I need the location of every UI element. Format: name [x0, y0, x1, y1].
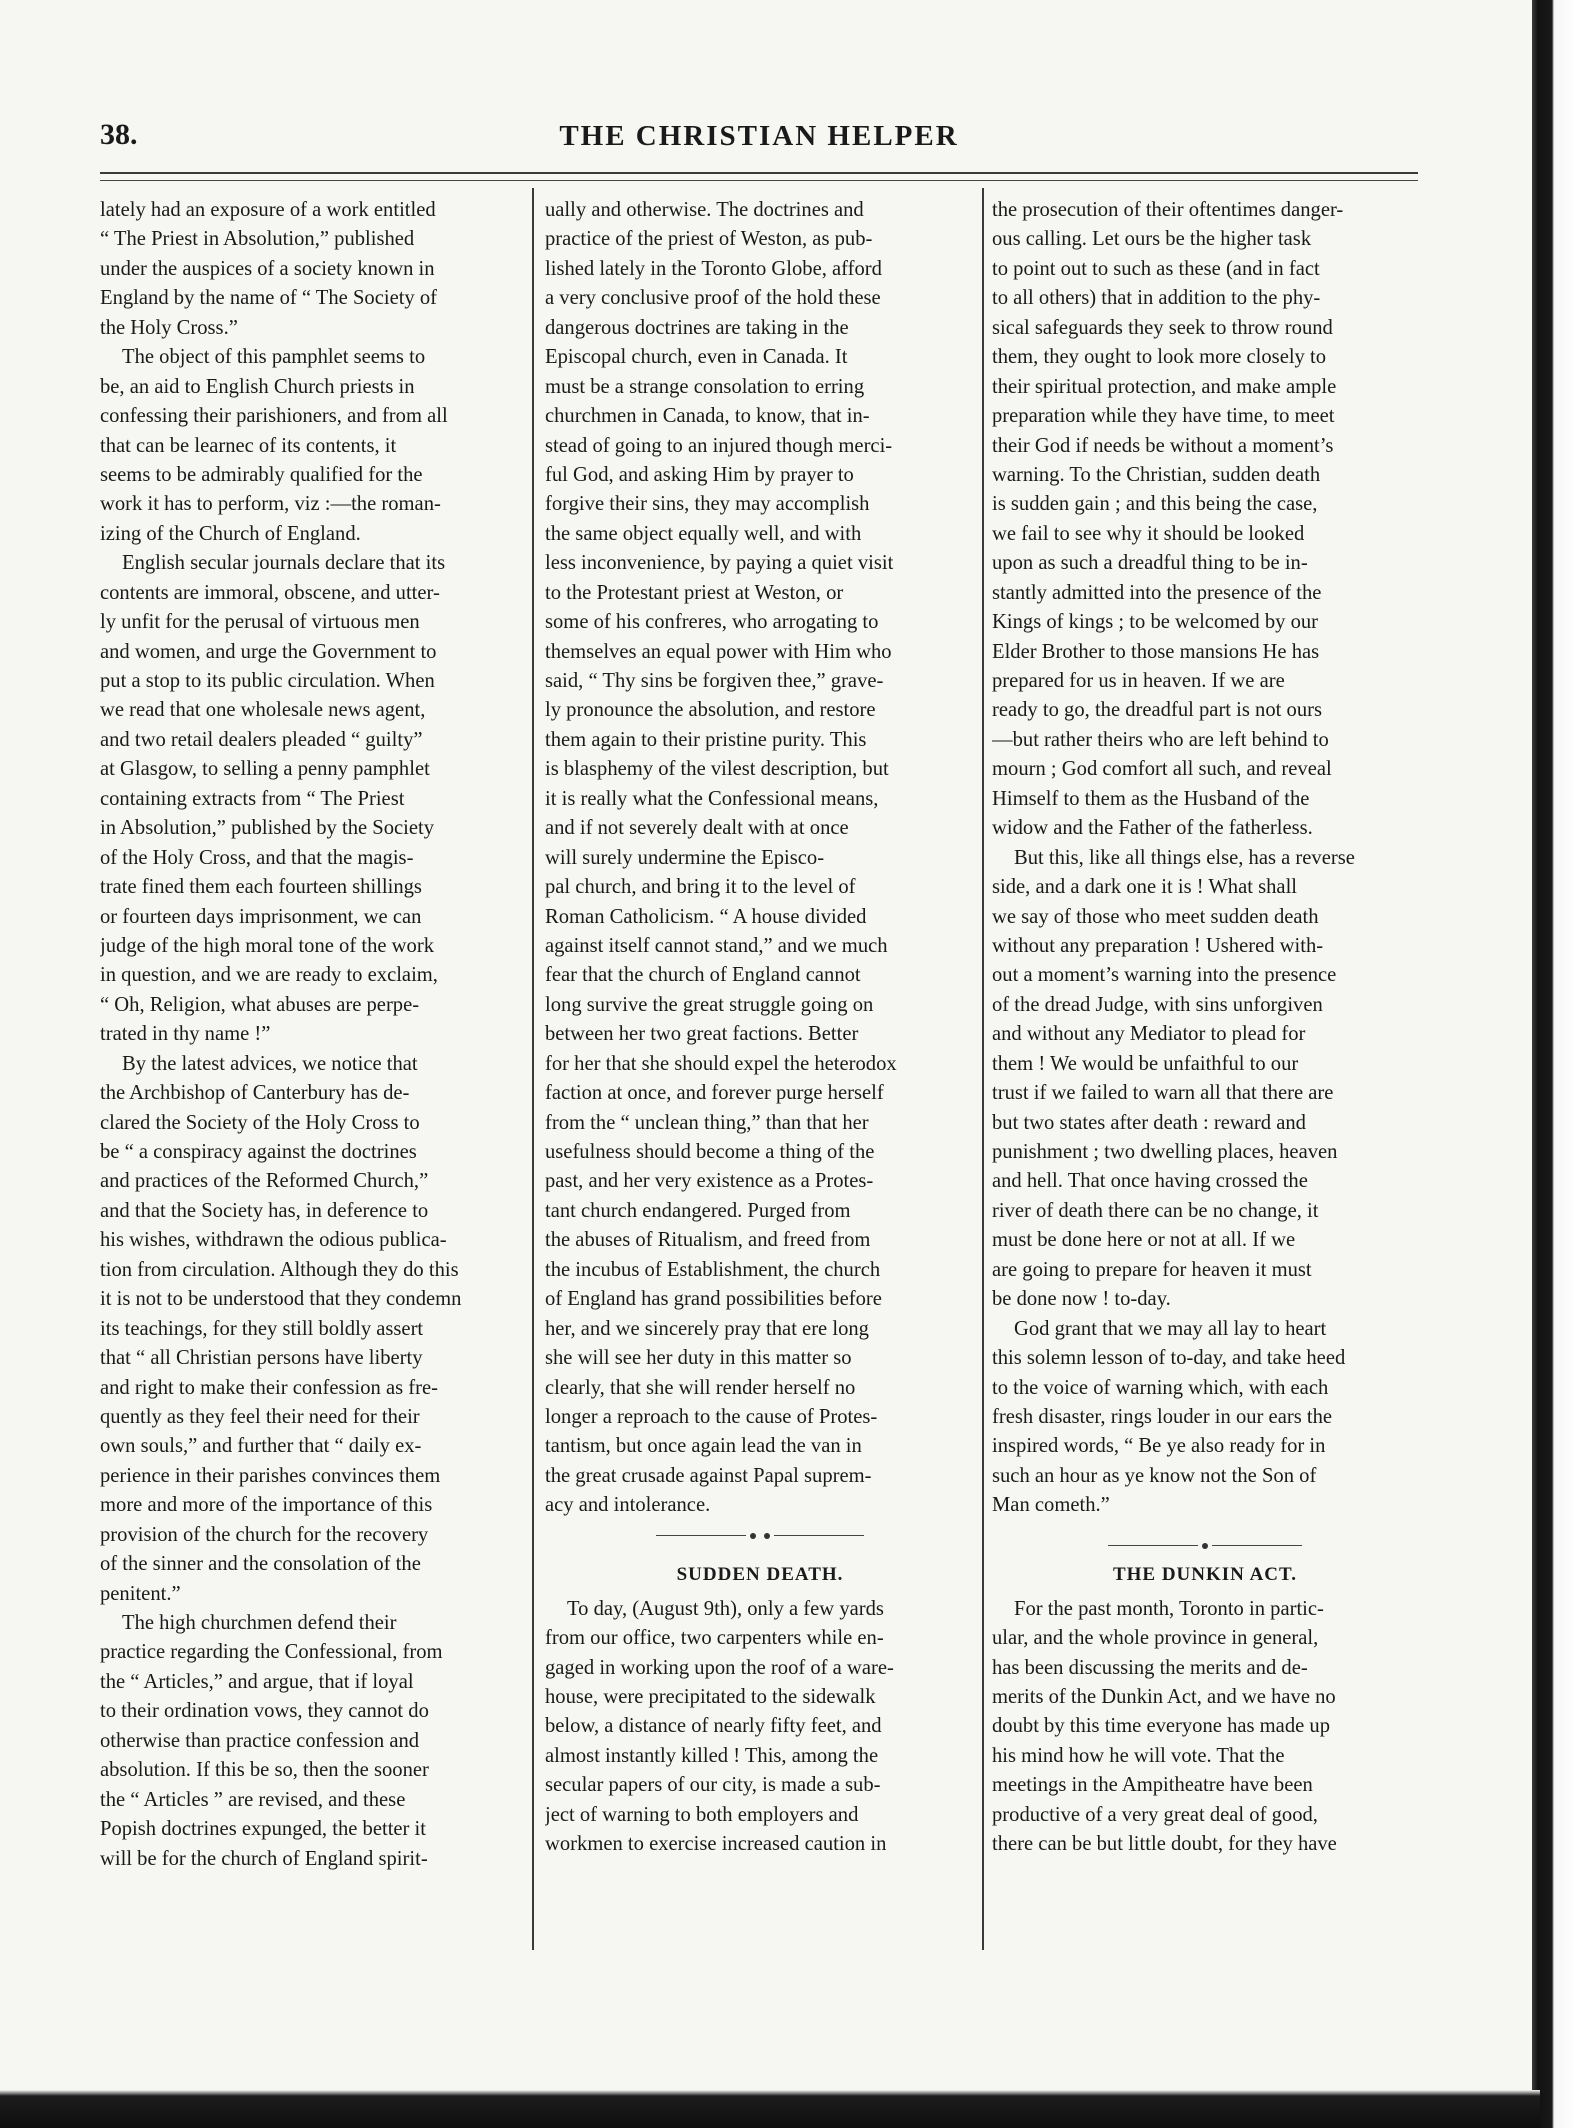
- text-line: meetings in the Ampitheatre have been: [992, 1774, 1313, 1797]
- text-line: prepared for us in heaven. If we are: [992, 670, 1285, 692]
- text-line: —but rather theirs who are left behind to: [992, 728, 1329, 751]
- text-line: and two retail dealers pleaded “ guilty”: [100, 728, 423, 751]
- text-line: tantism, but once again lead the van in: [545, 1435, 862, 1458]
- text-line: and practices of the Reformed Church,”: [100, 1170, 429, 1193]
- text-line: To day, (August 9th), only a few yards: [567, 1597, 884, 1620]
- text-line: widow and the Father of the fatherless.: [992, 817, 1313, 840]
- text-line: from the “ unclean thing,” than that her: [545, 1111, 869, 1134]
- text-line: the abuses of Ritualism, and freed from: [545, 1229, 871, 1252]
- text-line: ually and otherwise. The doctrines and: [545, 199, 864, 221]
- text-line: his mind how he will vote. That the: [992, 1744, 1285, 1767]
- text-line: faction at once, and forever purge herself: [545, 1082, 884, 1105]
- text-line: the Holy Cross.”: [100, 316, 238, 339]
- text-line: it is not to be understood that they condemn: [100, 1288, 462, 1311]
- text-line: clearly, that she will render herself no: [545, 1376, 856, 1399]
- text-line: to all others) that in addition to the phy-: [992, 287, 1321, 310]
- text-line: more and more of the importance of this: [100, 1494, 433, 1517]
- text-line: ject of warning to both employers and: [545, 1803, 859, 1826]
- text-line: trate fined them each fourteen shillings: [100, 876, 422, 899]
- text-line: must be a strange consolation to erring: [545, 375, 865, 398]
- text-line: doubt by this time everyone has made up: [992, 1715, 1331, 1738]
- column-3-text: [992, 196, 1418, 1521]
- text-line: confessing their parishioners, and from all: [100, 405, 448, 428]
- text-line: house, were precipitated to the sidewalk: [545, 1686, 876, 1708]
- text-line: The high churchmen defend their: [122, 1612, 397, 1634]
- text-line: lished lately in the Toronto Globe, afford: [545, 257, 882, 280]
- text-line: we fail to see why it should be looked: [992, 522, 1305, 545]
- text-line: stantly admitted into the presence of the: [992, 581, 1322, 604]
- text-line: said, “ Thy sins be forgiven thee,” grave-: [545, 670, 884, 692]
- text-line: has been discussing the merits and de-: [992, 1656, 1308, 1679]
- text-line: ly unfit for the perusal of virtuous men: [100, 611, 420, 634]
- text-line: practice regarding the Confessional, from: [100, 1641, 443, 1664]
- text-line: “ Oh, Religion, what abuses are perpe-: [100, 993, 420, 1016]
- page-edge-right: [1532, 0, 1576, 2128]
- text-line: and right to make their confession as fre-: [100, 1376, 438, 1399]
- text-line: practice of the priest of Weston, as pub-: [545, 228, 873, 251]
- text-line: The object of this pamphlet seems to: [122, 346, 426, 369]
- text-line: without any preparation ! Ushered with-: [992, 934, 1324, 957]
- text-line: churchmen in Canada, to know, that in-: [545, 405, 870, 428]
- text-line: to their ordination vows, they cannot do: [100, 1700, 429, 1723]
- text-line: the “ Articles ” are revised, and these: [100, 1788, 406, 1811]
- text-line: of the sinner and the consolation of the: [100, 1553, 421, 1576]
- text-line: Elder Brother to those mansions He has: [992, 640, 1320, 663]
- text-line: and hell. That once having crossed the: [992, 1170, 1308, 1193]
- text-line: penitent.”: [100, 1582, 181, 1605]
- text-line: she will see her duty in this matter so: [545, 1347, 852, 1370]
- text-line: be done now ! to-day.: [992, 1288, 1171, 1311]
- text-line: Kings of kings ; to be welcomed by our: [992, 611, 1319, 634]
- header-rule-top: [100, 172, 1418, 174]
- page-edge-bottom: [0, 2090, 1540, 2128]
- text-line: to point out to such as these (and in fact: [992, 257, 1320, 280]
- text-line: clared the Society of the Holy Cross to: [100, 1111, 420, 1134]
- sudden-death-text: [545, 1595, 975, 1860]
- text-line: tant church endangered. Purged from: [545, 1199, 851, 1222]
- text-line: forgive their sins, they may accomplish: [545, 493, 870, 516]
- text-line: out a moment’s warning into the presence: [992, 964, 1337, 987]
- text-line: ular, and the whole province in general,: [992, 1627, 1319, 1650]
- text-line: at Glasgow, to selling a penny pamphlet: [100, 758, 430, 781]
- text-line: her, and we sincerely pray that ere long: [545, 1317, 869, 1340]
- text-line: them again to their pristine purity. This: [545, 728, 867, 751]
- text-line: long survive the great struggle going on: [545, 993, 874, 1016]
- text-line: their God if needs be without a moment’s: [992, 434, 1334, 457]
- text-line: is sudden gain ; and this being the case,: [992, 493, 1318, 516]
- journal-title: THE CHRISTIAN HELPER: [559, 120, 959, 152]
- text-line: the great crusade against Papal suprem-: [545, 1464, 872, 1487]
- section-heading-sudden-death: SUDDEN DEATH.: [676, 1563, 844, 1585]
- text-line: his wishes, withdrawn the odious publica-: [100, 1229, 447, 1252]
- text-line: usefulness should become a thing of the: [545, 1141, 875, 1163]
- text-line: or fourteen days imprisonment, we can: [100, 905, 422, 928]
- text-line: God grant that we may all lay to heart: [1014, 1317, 1327, 1340]
- column-1-text: [100, 196, 518, 1874]
- text-line: between her two great factions. Better: [545, 1023, 859, 1046]
- text-line: ready to go, the dreadful part is not ours: [992, 699, 1322, 722]
- text-line: be, an aid to English Church priests in: [100, 375, 415, 398]
- text-line: this solemn lesson of to-day, and take heed: [992, 1347, 1346, 1370]
- page-header: [100, 118, 1418, 158]
- text-line: and that the Society has, in deference to: [100, 1199, 429, 1222]
- text-line: be “ a conspiracy against the doctrines: [100, 1141, 417, 1163]
- text-line: from our office, two carpenters while en-: [545, 1627, 884, 1650]
- text-line: acy and intolerance.: [545, 1494, 711, 1517]
- text-line: upon as such a dreadful thing to be in-: [992, 552, 1308, 575]
- text-line: merits of the Dunkin Act, and we have no: [992, 1686, 1336, 1708]
- text-line: dangerous doctrines are taking in the: [545, 316, 849, 339]
- text-line: mourn ; God comfort all such, and reveal: [992, 758, 1332, 781]
- text-line: contents are immoral, obscene, and utter-: [100, 581, 440, 604]
- text-line: gaged in working upon the roof of a ware-: [545, 1656, 894, 1679]
- text-line: provision of the church for the recovery: [100, 1523, 429, 1546]
- text-line: themselves an equal power with Him who: [545, 640, 892, 663]
- text-line: ous calling. Let ours be the higher task: [992, 228, 1312, 251]
- text-line: but two states after death : reward and: [992, 1111, 1306, 1134]
- text-line: less inconvenience, by paying a quiet visit: [545, 552, 894, 575]
- text-line: a very conclusive proof of the hold these: [545, 287, 881, 310]
- text-line: must be done here or not at all. If we: [992, 1229, 1296, 1252]
- text-line: Roman Catholicism. “ A house divided: [545, 905, 867, 928]
- text-line: izing of the Church of England.: [100, 522, 361, 545]
- text-line: lately had an exposure of a work entitled: [100, 199, 436, 221]
- text-line: pal church, and bring it to the level of: [545, 876, 856, 899]
- text-line: and without any Mediator to plead for: [992, 1023, 1306, 1046]
- column-2-text: [545, 196, 975, 1521]
- text-line: otherwise than practice confession and: [100, 1729, 420, 1752]
- text-line: there can be but little doubt, for they have: [992, 1833, 1337, 1856]
- text-line: in Absolution,” published by the Society: [100, 817, 435, 840]
- text-line: Himself to them as the Husband of the: [992, 787, 1310, 810]
- text-line: that can be learnec of its contents, it: [100, 434, 397, 457]
- text-line: absolution. If this be so, then the sooner: [100, 1759, 429, 1782]
- text-line: warning. To the Christian, sudden death: [992, 463, 1321, 486]
- text-line: containing extracts from “ The Priest: [100, 787, 405, 810]
- text-line: in question, and we are ready to exclaim,: [100, 964, 438, 987]
- text-line: stead of going to an injured though merci-: [545, 434, 893, 457]
- column-2: [545, 196, 975, 1860]
- text-line: will surely undermine the Episco-: [545, 846, 825, 869]
- text-line: Popish doctrines expunged, the better it: [100, 1818, 427, 1841]
- text-line: sical safeguards they seek to throw round: [992, 316, 1333, 339]
- text-line: trust if we failed to warn all that there are: [992, 1082, 1334, 1105]
- text-line: is blasphemy of the vilest description, but: [545, 758, 889, 781]
- text-line: secular papers of our city, is made a sub-: [545, 1774, 881, 1797]
- text-line: below, a distance of nearly fifty feet, and: [545, 1715, 882, 1738]
- text-line: inspired words, “ Be ye also ready for in: [992, 1435, 1326, 1458]
- text-line: the incubus of Establishment, the church: [545, 1258, 881, 1281]
- text-line: past, and her very existence as a Protes-: [545, 1170, 874, 1193]
- column-1: [100, 196, 518, 1874]
- text-line: trated in thy name !”: [100, 1023, 271, 1046]
- text-line: Episcopal church, even in Canada. It: [545, 346, 848, 369]
- text-line: are going to prepare for heaven it must: [992, 1258, 1312, 1281]
- text-line: against itself cannot stand,” and we much: [545, 934, 888, 957]
- text-line: punishment ; two dwelling places, heaven: [992, 1141, 1338, 1163]
- text-line: its teachings, for they still boldly assert: [100, 1317, 424, 1340]
- text-line: side, and a dark one it is ! What shall: [992, 876, 1298, 899]
- text-line: workmen to exercise increased caution in: [545, 1833, 887, 1856]
- text-line: ful God, and asking Him by prayer to: [545, 463, 854, 486]
- text-line: and if not severely dealt with at once: [545, 817, 849, 840]
- dunkin-act-text: [992, 1595, 1418, 1860]
- text-line: seems to be admirably qualified for the: [100, 463, 423, 486]
- text-line: the “ Articles,” and argue, that if loyal: [100, 1670, 414, 1693]
- text-line: work it has to perform, viz :—the roman-: [100, 493, 441, 516]
- text-line: For the past month, Toronto in partic-: [1014, 1597, 1324, 1620]
- section-ornament: [545, 1521, 975, 1550]
- text-line: some of his confreres, who arrogating to: [545, 611, 879, 634]
- text-line: the same object equally well, and with: [545, 522, 862, 545]
- header-rule-bottom: [100, 180, 1418, 181]
- text-line: their spiritual protection, and make ample: [992, 375, 1337, 398]
- section-ornament: [992, 1531, 1418, 1560]
- text-line: England by the name of “ The Society of: [100, 287, 438, 310]
- text-line: it is really what the Confessional means,: [545, 787, 879, 810]
- text-line: put a stop to its public circulation. When: [100, 670, 435, 692]
- text-line: we say of those who meet sudden death: [992, 905, 1319, 928]
- column-divider-left: [532, 188, 534, 1950]
- text-line: for her that she should expel the heterodox: [545, 1052, 897, 1075]
- text-line: of England has grand possibilities before: [545, 1288, 882, 1311]
- text-line: longer a reproach to the cause of Protes-: [545, 1405, 878, 1428]
- text-line: to the Protestant priest at Weston, or: [545, 581, 844, 604]
- text-line: that “ all Christian persons have liberty: [100, 1347, 423, 1370]
- text-line: river of death there can be no change, it: [992, 1199, 1319, 1222]
- text-line: quently as they feel their need for their: [100, 1405, 420, 1428]
- text-line: we read that one wholesale news agent,: [100, 699, 426, 722]
- text-line: “ The Priest in Absolution,” published: [100, 228, 415, 251]
- text-line: such an hour as ye know not the Son of: [992, 1464, 1317, 1487]
- text-line: under the auspices of a society known in: [100, 257, 435, 280]
- text-line: of the dread Judge, with sins unforgiven: [992, 993, 1323, 1016]
- text-line: fresh disaster, rings louder in our ears the: [992, 1405, 1333, 1428]
- text-line: fear that the church of England cannot: [545, 964, 861, 987]
- text-line: productive of a very great deal of good,: [992, 1803, 1318, 1826]
- text-line: almost instantly killed ! This, among the: [545, 1744, 879, 1767]
- column-3: [992, 196, 1418, 1860]
- text-line: perience in their parishes convinces them: [100, 1464, 441, 1487]
- text-line: them ! We would be unfaithful to our: [992, 1052, 1299, 1075]
- text-line: preparation while they have time, to meet: [992, 405, 1335, 428]
- text-line: English secular journals declare that its: [122, 552, 446, 575]
- text-line: By the latest advices, we notice that: [122, 1052, 418, 1075]
- page-number: 38.: [100, 118, 138, 151]
- text-line: judge of the high moral tone of the work: [100, 934, 434, 957]
- text-line: them, they ought to look more closely to: [992, 346, 1327, 369]
- text-line: and women, and urge the Government to: [100, 640, 437, 663]
- text-line: of the Holy Cross, and that the magis-: [100, 846, 414, 869]
- text-line: will be for the church of England spirit-: [100, 1847, 428, 1870]
- text-line: tion from circulation. Although they do this: [100, 1258, 459, 1281]
- text-line: to the voice of warning which, with each: [992, 1376, 1329, 1399]
- text-line: But this, like all things else, has a reverse: [1014, 846, 1355, 869]
- section-heading-dunkin-act: THE DUNKIN ACT.: [1112, 1563, 1298, 1585]
- text-line: Man cometh.”: [992, 1494, 1110, 1517]
- text-line: ly pronounce the absolution, and restore: [545, 699, 876, 722]
- text-line: own souls,” and further that “ daily ex-: [100, 1435, 422, 1458]
- text-line: the prosecution of their oftentimes danger-: [992, 199, 1344, 221]
- column-divider-right: [982, 188, 984, 1950]
- text-line: the Archbishop of Canterbury has de-: [100, 1082, 410, 1105]
